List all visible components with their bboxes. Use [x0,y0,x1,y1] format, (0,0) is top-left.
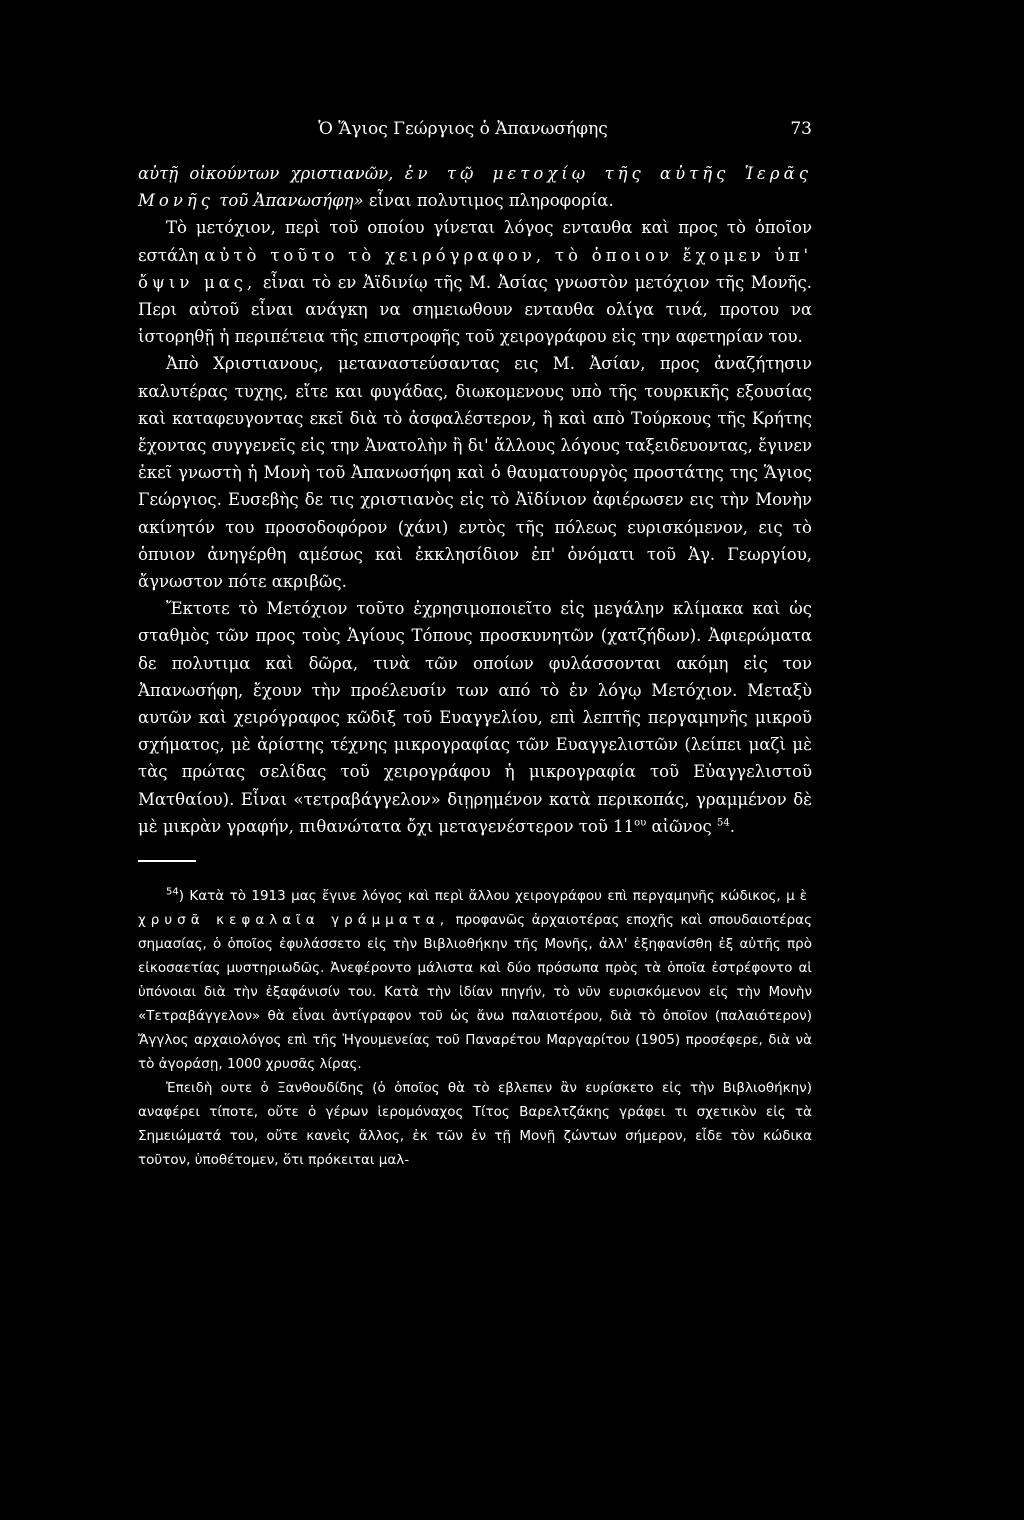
paragraph-4-a: Ἔκτοτε τὸ Μετόχιον τοῦτο ἐχρησιμοποιεῖτο εἰς μεγάλην κλίμακα καὶ ὡς σταθμὸς τῶν προς τοὺς Ἁγίους Τόπους προσκυνητῶν (χατζήδων). Ἀφιερώματα δε πολυτιμα καὶ δῶρα, τινὰ τῶν οποίων φυλάσσονται ακόμη εἰς τον Ἀπανωσήφη, ἔχουν τὴν προέλευσίν των από τὸ ἐν λόγῳ Μετόχιον. Μεταξὺ αυτῶν καὶ χειρόγραφος κῶδιξ τοῦ Ευαγγελίου, επὶ λεπτῆς περγαμηνῆς μικροῦ σχήματος, μὲ ἀρίστης τέχνης μικρογραφίας τῶν Ευαγγελιστῶν (λείπει μαζὶ μὲ τὰς πρώτας σελίδας τοῦ χειρογράφου ἡ μικρογραφία τοῦ Εὐαγγελιστοῦ Ματθαίου). Εἶναι «τετραβάγγελον» διῃρημένον κατὰ περικοπάς, γραμμένον δὲ μὲ μικρὰν γραφήν, πιθανώτατα ὄχι μεταγενέστερον τοῦ 11 [138,599,812,836]
superscript-ordinal: ου [634,817,647,829]
footnote-reference: 54 [717,817,730,829]
paragraph-1-rest: εἶναι πολυτιμος πληροφορία. [363,191,614,211]
paragraph-2-b: εἶναι τὸ εν Ἀϊδινίῳ τῆς Μ. Ἀσίας γνωστὸν μετόχιον τῆς Μονῆς. Περι αὐτοῦ εἶναι ανάγκη να σημειωθουν ενταυθα ολίγα τινά, προτου να ἱστορηθῇ ἡ περιπέτεια τῆς επιστροφῆς τοῦ χειρογράφου εἰς την αφετηρίαν του. [138,272,812,347]
quote-italic: αὐτῇ οἰκούντων χριστιανῶν, [138,164,394,183]
footnote-text-b: προφανῶς ἀρχαιοτέρας εποχῆς καὶ σπουδαιοτέρας σημασίας, ὁ ὁποῖος ἐφυλάσσετο εἰς τὴν Βιβλιοθήκην τῆς Μονῆς, ἀλλ' ἐξηφανίσθη ἐξ αὐτῆς πρὸ εἰκοσαετίας μυστηριωδῶς. Ἀνεφέροντο μάλιστα καὶ δύο πρόσωπα πρὸς τὰ ὁποῖα ἐστρέφοντο αἱ ὑπόνοιαι διὰ τὴν ἐξαφάνισίν του. Κατὰ τὴν ἰδίαν πηγήν, τὸ νῦν ευρισκόμενον εἰς τὴν Μονὴν «Τετραβάγγελον» θὰ εἶναι ἀντίγραφον τοῦ ὡς ἄνω παλαιοτέρου, διὰ τὸ ὁποῖον (παλαιότερον) Ἄγγλος αρχαιολόγος επὶ τῆς Ἡγουμενείας τοῦ Παναρέτου Μαργαρίτου (1905) προσέφερε, διὰ νὰ τὸ ἀγοράσῃ, 1000 χρυσᾶς λίρας. [138,912,812,1073]
footnotes [138,884,812,1172]
paragraph-3: Ἀπὸ Χριστιανους, μεταναστεύσαντας εις Μ. Ἀσίαν, προς ἀναζήτησιν καλυτέρας τυχης, εἴτε και φυγάδας, διωκομενους υπὸ τῆς τουρκικῆς εξουσίας καὶ καταφευγοντας εκεῖ διὰ τὸ ἀσφαλέστερον, ἢ καὶ απὸ Τούρκους τῆς Κρήτης ἔχοντας συγγενεῖς εἰς την Ἀνατολὴν ἢ δι' ἄλλους λόγους ταξειδευοντας, ἔγινεν ἐκεῖ γνωστὴ ἡ Μονὴ τοῦ Ἀπανωσήφη καὶ ὁ θαυματουργὸς προστάτης της Ἅγιος Γεώργιος. Ευσεβὴς δε τις χριστιανὸς εἰς τὸ Ἀϊδίνιον ἀφιέρωσεν εις τὴν Μονὴν ακίνητόν του προσοδοφόρον (χάνι) εντὸς τῆς πόλεως ευρισκόμενον, εις τὸ ὁπυιον ἀνηγέρθη αμέσως καὶ ἐκκλησίδιον ἐπ' ὀνόματι τοῦ Ἁγ. Γεωργίου, ἄγνωστον πότε ακριβῶς. [138,354,812,592]
paragraph-2-a: Τὸ μετόχιον, περὶ τοῦ οποίου γίνεται λόγος ενταυθα καὶ προς τὸ ὁποῖον εστάλη [138,218,812,265]
footnote-54 [138,884,812,1076]
body-text [138,160,812,840]
paragraph-4 [138,595,812,840]
footnote-54-continued: Ἐπειδὴ ουτε ὁ Ξανθουδίδης (ὁ ὁποῖος θὰ τὸ εβλεπεν ἂν ευρίσκετο εἰς τὴν Βιβλιοθήκην) αναφέρει τίποτε, οὔτε ὁ γέρων ἱερομόναχος Τίτος Βαρελτζάκης γράφει τι σχετικὸν εἰς τὰ Σημειώματά του, οὔτε κανεὶς ἄλλος, ἐκ τῶν ἐν τῇ Μονῇ ζώντων σήμερον, εἶδε τὸν κώδικα τοῦτον, ὑποθέτομεν, ὅτι πρόκειται μαλ- [138,1080,812,1169]
footnote-text-a: ) Κατὰ τὸ 1913 μας ἔγινε λόγος καὶ περὶ ἄλλου χειρογράφου επὶ περγαμηνῆς κώδικος, [178,888,787,905]
page-number: 73 [790,119,812,139]
paragraph-4-b: αἰῶνος [646,816,712,836]
running-head [138,118,812,140]
paragraph-1 [138,160,812,214]
spaced-emphasis-2: αὐτὸ τοῦτο τὸ χειρόγραφον, τὸ ὁποιον ἔχομεν ὑπ' ὄψιν μας, [138,245,812,292]
quote-italic-end: τοῦ Ἀπανωσήφη» [219,191,364,211]
paragraph-4-c: . [729,816,736,836]
page [138,118,812,1172]
footnote-marker: 54 [166,886,179,898]
footnote-spaced: μὲ χρυσᾶ κεφαλαῖα γράμματα, [138,888,812,929]
footnote-rule [138,860,196,862]
spaced-emphasis: ἐν τῷ μετοχίῳ τῆς αὐτῆς Ἱερᾶς Μονῆς [138,164,812,211]
running-title: Ὁ Ἅγιος Γεώργιος ὁ Ἀπανωσήφης [318,119,608,139]
paragraph-2 [138,214,812,350]
